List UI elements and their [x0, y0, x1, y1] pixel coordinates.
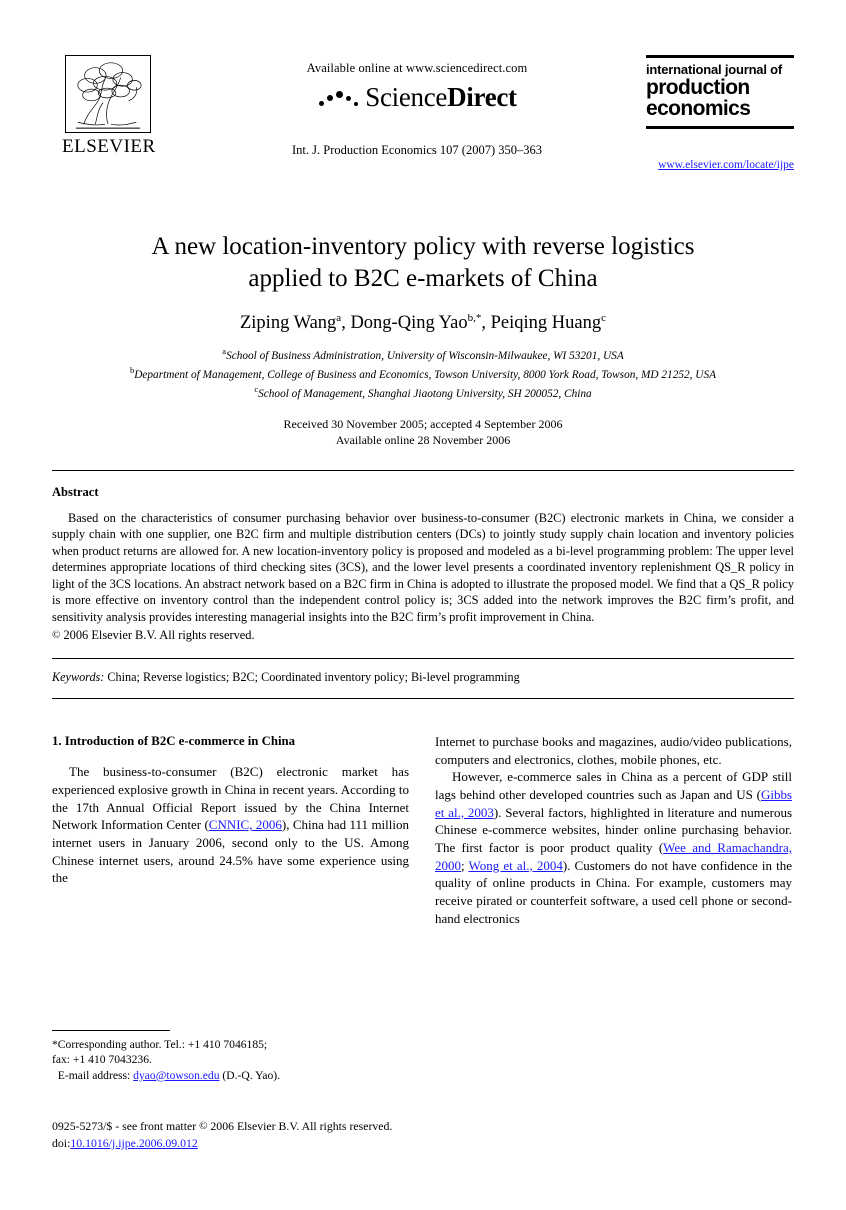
right-column	[435, 733, 792, 927]
doi-line	[52, 1135, 482, 1152]
imprint-block	[52, 1118, 482, 1152]
elsevier-tree-icon	[65, 55, 151, 133]
corresponding-author-footnote	[52, 1030, 409, 1083]
affiliations	[80, 345, 766, 402]
doi-label: doi:	[52, 1135, 71, 1150]
author-2-affil-marker: b,*	[467, 312, 482, 324]
page-title	[80, 231, 766, 295]
citation-gibbs-2003[interactable]: Gibbs et al., 2003	[435, 786, 792, 820]
publication-dates	[80, 416, 766, 448]
abstract-body: Based on the characteristics of consumer purchasing behavior over business-to-consumer (B2C) electronic markets in China, we consider a supply chain with one supplier, one B2C firm and multiple distribution centers (DCs) to jointly study supply chain location and inventory policies when product returns are allowed for. A new location-inventory policy is proposed and modeled as a bi-level programming problem: The upper level determines appropriate locations of third checking sites (3CS), and the lower level presents a coordinated inventory replenishment QS_R policy in light of the 3CS locations. An abstract network based on a B2C firm in China is adopted to illustrate the proposed model. We find that a QS_R policy is more effective on inventory control than the independent control policy is; 3CS added into the network improves the B2C firm’s profit, and sensitivity analysis provides interesting managerial insights into the B2C firm’s profit improvement in China.	[52, 510, 794, 624]
keywords-bottom-rule	[52, 698, 794, 699]
imprint-copyright-text: 2006 Elsevier B.V. All rights reserved.	[207, 1119, 393, 1133]
author-separator-2: ,	[481, 313, 491, 334]
affiliation-a	[80, 345, 766, 364]
available-online-text: Available online at www.sciencedirect.com	[306, 61, 528, 75]
citation-wong-2004[interactable]: Wong et al., 2004	[468, 857, 563, 873]
author-3-affil-marker: c	[601, 312, 606, 324]
keywords-label: Keywords:	[52, 669, 105, 684]
affiliation-c-marker: c	[254, 384, 259, 395]
sciencedirect-dots-icon	[317, 89, 363, 111]
left-p1-text-a: The business-to-consumer (B2C) electronic market has experienced explosive growth in China in recent years. According to the 17th Annual Official Report issued by the China Internet Network Information Center (	[52, 764, 409, 833]
issn-text: 0925-5273/$ - see front matter	[52, 1119, 200, 1133]
affiliation-b-marker: b	[129, 365, 135, 376]
right-paragraph-1: Internet to purchase books and magazines, audio/video publications, computers and electronics, clothes, mobile phones, etc.	[435, 733, 792, 767]
paper-page	[0, 55, 846, 1210]
author-3-name: Peiqing Huang	[490, 313, 602, 334]
left-p1-text-b: ), China had 111 million internet users in January 2006, second only to the US. Among Chinese internet users, around 24.5% have some experience using the	[52, 817, 410, 886]
copyright-icon-imprint: ©	[199, 1120, 208, 1132]
journal-locate-link[interactable]: www.elsevier.com/locate/ijpe	[658, 159, 794, 171]
affiliation-a-marker: a	[222, 346, 227, 357]
right-paragraph-2	[435, 768, 792, 927]
abstract-heading: Abstract	[52, 484, 99, 499]
abstract-top-rule	[52, 470, 794, 471]
email-suffix: (D.-Q. Yao).	[222, 1068, 281, 1082]
elsevier-wordmark: ELSEVIER	[62, 136, 156, 157]
affiliation-b-text: Department of Management, College of Business and Economics, Towson University, 8000 York Road, Towson, MD 21252, USA	[134, 369, 717, 382]
email-label: E-mail address:	[57, 1068, 131, 1082]
sciencedirect-direct: Direct	[447, 82, 517, 112]
author-email-link[interactable]: dyao@towson.edu	[133, 1068, 220, 1082]
keywords-text: China; Reverse logistics; B2C; Coordinated inventory policy; Bi-level programming	[107, 669, 520, 684]
affiliation-a-text: School of Business Administration, University of Wisconsin-Milwaukee, WI 53201, USA	[226, 349, 624, 362]
right-p2-text-d: ). Customers do not have confidence in the quality of online products in China. For example, customers may receive pirated or counterfeit software, a used cell phone or second-hand electronics	[435, 857, 792, 926]
abstract-section	[52, 485, 794, 644]
right-p2-text-b: ). Several factors, highlighted in literature and numerous Chinese e-commerce websites, hinder online purchasing behavior. The first factor is poor product quality (	[435, 804, 793, 855]
author-1-affil-marker: a	[336, 312, 342, 324]
affiliation-c-text: School of Management, Shanghai Jiaotong University, SH 200052, China	[258, 388, 592, 401]
footnote-email-line	[52, 1068, 409, 1083]
section-heading-1: 1. Introduction of B2C e-commerce in China	[52, 733, 296, 748]
footnote-rule	[52, 1030, 170, 1031]
journal-logo	[646, 55, 794, 129]
title-block	[80, 231, 766, 448]
journal-logo-line3: economics	[646, 97, 751, 121]
issn-copyright-line	[52, 1118, 482, 1135]
author-separator-1: ,	[341, 313, 351, 334]
right-p2-text-c: ;	[461, 857, 469, 873]
sciencedirect-science: Science	[365, 82, 448, 112]
available-online-date: Available online 28 November 2006	[335, 432, 511, 447]
right-p2-text-a: However, e-commerce sales in China as a percent of GDP still lags behind other developed countries such as Japan and US (	[435, 769, 792, 802]
citation-wee-ramachandra-2000[interactable]: Wee and Ramachandra, 2000	[435, 839, 792, 873]
journal-logo-line1: international journal of	[646, 62, 783, 77]
body-columns	[52, 733, 794, 927]
paper-title-line1: A new location-inventory policy with reverse logistics	[151, 233, 695, 260]
journal-logo-line2: production	[646, 76, 750, 99]
affiliation-c	[80, 383, 766, 402]
masthead	[52, 55, 794, 195]
affiliation-b	[80, 364, 766, 383]
left-column	[52, 733, 409, 927]
footnote-corresponding-line: *Corresponding author. Tel.: +1 410 7046185;	[52, 1038, 268, 1051]
paper-title-line2: applied to B2C e-markets of China	[248, 265, 598, 292]
journal-reference: Int. J. Production Economics 107 (2007) 350–363	[292, 143, 542, 157]
citation-cnnic-2006[interactable]: CNNIC, 2006	[208, 817, 282, 833]
author-list	[80, 312, 766, 334]
abstract-copyright	[52, 627, 794, 644]
keywords-line	[52, 670, 794, 685]
elsevier-logo	[62, 55, 154, 158]
author-1-name: Ziping Wang	[239, 313, 337, 334]
abstract-copyright-text: 2006 Elsevier B.V. All rights reserved.	[63, 628, 255, 643]
footnote-fax-line: fax: +1 410 7043236.	[52, 1053, 152, 1067]
author-2-name: Dong-Qing Yao	[350, 313, 468, 334]
sciencedirect-wordmark	[247, 82, 587, 113]
copyright-icon: ©	[52, 629, 61, 642]
doi-link[interactable]: 10.1016/j.ijpe.2006.09.012	[70, 1135, 198, 1150]
left-paragraph-1	[52, 763, 409, 887]
keywords-top-rule	[52, 658, 794, 659]
received-accepted-date: Received 30 November 2005; accepted 4 September 2006	[283, 416, 563, 431]
sciencedirect-logo	[247, 61, 587, 113]
